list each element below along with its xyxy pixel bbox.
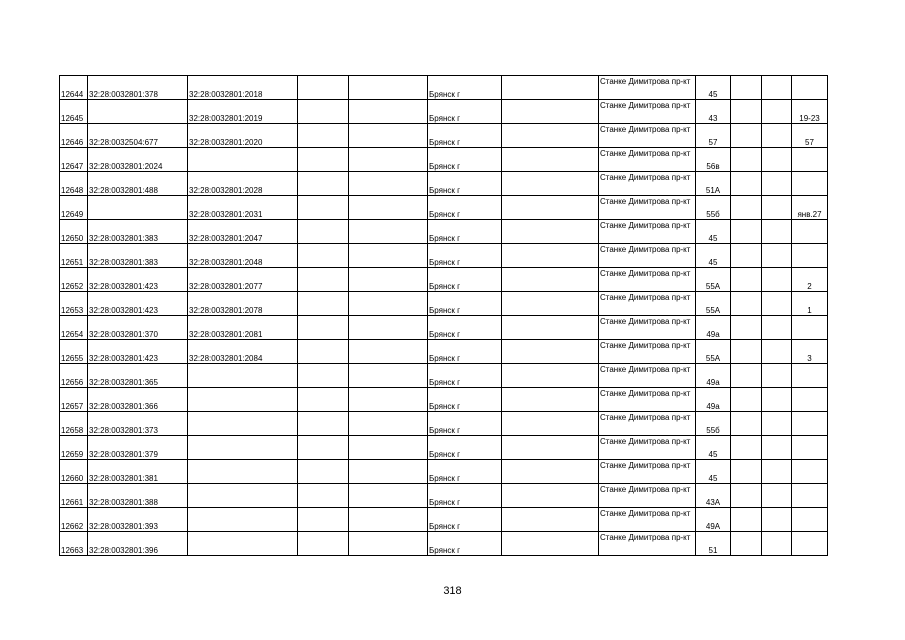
empty-cell (502, 412, 599, 436)
street-cell: Станке Димитрова пр-кт (599, 292, 696, 316)
empty-cell (731, 196, 762, 220)
cadastral-number-cell (88, 196, 188, 220)
empty-cell (502, 220, 599, 244)
cadastral-number-cell (88, 100, 188, 124)
cadastral-number-cell: 32:28:0032801:423 (88, 268, 188, 292)
empty-cell (731, 460, 762, 484)
row-number-cell: 12652 (60, 268, 88, 292)
empty-cell (502, 460, 599, 484)
empty-cell (298, 220, 349, 244)
street-cell: Станке Димитрова пр-кт (599, 508, 696, 532)
empty-cell (762, 124, 792, 148)
table-row (60, 148, 828, 172)
row-number-cell: 12661 (60, 484, 88, 508)
street-cell: Станке Димитрова пр-кт (599, 436, 696, 460)
object-cadastral-number-cell: 32:28:0032801:2020 (188, 124, 298, 148)
row-number-cell: 12651 (60, 244, 88, 268)
cadastral-number-cell: 32:28:0032801:366 (88, 388, 188, 412)
table-row (60, 340, 828, 364)
street-cell: Станке Димитрова пр-кт (599, 100, 696, 124)
registry-table (59, 75, 828, 556)
row-number-cell: 12663 (60, 532, 88, 556)
empty-cell (502, 196, 599, 220)
row-number-cell: 12649 (60, 196, 88, 220)
cadastral-number-cell: 32:28:0032801:388 (88, 484, 188, 508)
city-cell: Брянск г (428, 412, 502, 436)
apartment-cell: 19-23 (792, 100, 828, 124)
city-cell: Брянск г (428, 100, 502, 124)
apartment-cell: 57 (792, 124, 828, 148)
table-row (60, 412, 828, 436)
row-number-cell: 12660 (60, 460, 88, 484)
house-number-cell: 55б (696, 196, 731, 220)
city-cell: Брянск г (428, 244, 502, 268)
empty-cell (349, 532, 428, 556)
street-cell: Станке Димитрова пр-кт (599, 220, 696, 244)
empty-cell (731, 436, 762, 460)
object-cadastral-number-cell: 32:28:0032801:2078 (188, 292, 298, 316)
empty-cell (502, 484, 599, 508)
city-cell: Брянск г (428, 364, 502, 388)
empty-cell (298, 124, 349, 148)
empty-cell (349, 340, 428, 364)
empty-cell (502, 292, 599, 316)
cadastral-number-cell: 32:28:0032801:423 (88, 292, 188, 316)
street-cell: Станке Димитрова пр-кт (599, 364, 696, 388)
empty-cell (349, 508, 428, 532)
empty-cell (502, 76, 599, 100)
cadastral-number-cell: 32:28:0032801:393 (88, 508, 188, 532)
object-cadastral-number-cell: 32:28:0032801:2084 (188, 340, 298, 364)
empty-cell (731, 268, 762, 292)
street-cell: Станке Димитрова пр-кт (599, 196, 696, 220)
house-number-cell: 55А (696, 268, 731, 292)
apartment-cell (792, 220, 828, 244)
empty-cell (298, 412, 349, 436)
object-cadastral-number-cell (188, 484, 298, 508)
empty-cell (762, 412, 792, 436)
empty-cell (762, 316, 792, 340)
empty-cell (502, 268, 599, 292)
row-number-cell: 12657 (60, 388, 88, 412)
apartment-cell: 3 (792, 340, 828, 364)
table-row (60, 220, 828, 244)
empty-cell (298, 436, 349, 460)
city-cell: Брянск г (428, 316, 502, 340)
empty-cell (502, 100, 599, 124)
empty-cell (762, 196, 792, 220)
empty-cell (298, 148, 349, 172)
apartment-cell (792, 364, 828, 388)
house-number-cell: 55А (696, 292, 731, 316)
table-row (60, 484, 828, 508)
empty-cell (298, 268, 349, 292)
street-cell: Станке Димитрова пр-кт (599, 412, 696, 436)
object-cadastral-number-cell (188, 532, 298, 556)
house-number-cell: 45 (696, 460, 731, 484)
object-cadastral-number-cell (188, 388, 298, 412)
street-cell: Станке Димитрова пр-кт (599, 148, 696, 172)
cadastral-number-cell: 32:28:0032801:373 (88, 412, 188, 436)
city-cell: Брянск г (428, 220, 502, 244)
empty-cell (349, 100, 428, 124)
empty-cell (298, 76, 349, 100)
house-number-cell: 43А (696, 484, 731, 508)
house-number-cell: 45 (696, 76, 731, 100)
apartment-cell: 1 (792, 292, 828, 316)
apartment-cell (792, 484, 828, 508)
empty-cell (762, 484, 792, 508)
empty-cell (731, 76, 762, 100)
row-number-cell: 12655 (60, 340, 88, 364)
apartment-cell (792, 436, 828, 460)
apartment-cell (792, 244, 828, 268)
object-cadastral-number-cell (188, 148, 298, 172)
house-number-cell: 57 (696, 124, 731, 148)
city-cell: Брянск г (428, 148, 502, 172)
table-row (60, 100, 828, 124)
table-row (60, 292, 828, 316)
empty-cell (349, 172, 428, 196)
empty-cell (731, 172, 762, 196)
empty-cell (731, 124, 762, 148)
table-row (60, 364, 828, 388)
empty-cell (762, 220, 792, 244)
empty-cell (298, 100, 349, 124)
empty-cell (502, 364, 599, 388)
table-row (60, 436, 828, 460)
house-number-cell: 55А (696, 340, 731, 364)
city-cell: Брянск г (428, 268, 502, 292)
empty-cell (349, 460, 428, 484)
row-number-cell: 12662 (60, 508, 88, 532)
empty-cell (731, 316, 762, 340)
empty-cell (762, 364, 792, 388)
city-cell: Брянск г (428, 76, 502, 100)
table-row (60, 172, 828, 196)
house-number-cell: 56в (696, 148, 731, 172)
empty-cell (762, 172, 792, 196)
house-number-cell: 49а (696, 388, 731, 412)
row-number-cell: 12644 (60, 76, 88, 100)
row-number-cell: 12650 (60, 220, 88, 244)
object-cadastral-number-cell: 32:28:0032801:2031 (188, 196, 298, 220)
empty-cell (298, 172, 349, 196)
apartment-cell (792, 172, 828, 196)
empty-cell (762, 100, 792, 124)
object-cadastral-number-cell: 32:28:0032801:2048 (188, 244, 298, 268)
empty-cell (502, 388, 599, 412)
table-row (60, 508, 828, 532)
cadastral-number-cell: 32:28:0032801:378 (88, 76, 188, 100)
empty-cell (762, 388, 792, 412)
empty-cell (762, 508, 792, 532)
city-cell: Брянск г (428, 340, 502, 364)
empty-cell (731, 364, 762, 388)
empty-cell (502, 148, 599, 172)
table-row (60, 532, 828, 556)
empty-cell (731, 484, 762, 508)
house-number-cell: 45 (696, 436, 731, 460)
street-cell: Станке Димитрова пр-кт (599, 532, 696, 556)
street-cell: Станке Димитрова пр-кт (599, 340, 696, 364)
table-row (60, 196, 828, 220)
row-number-cell: 12653 (60, 292, 88, 316)
street-cell: Станке Димитрова пр-кт (599, 172, 696, 196)
empty-cell (762, 148, 792, 172)
row-number-cell: 12646 (60, 124, 88, 148)
empty-cell (731, 148, 762, 172)
empty-cell (349, 148, 428, 172)
cadastral-number-cell: 32:28:0032801:396 (88, 532, 188, 556)
empty-cell (298, 316, 349, 340)
street-cell: Станке Димитрова пр-кт (599, 316, 696, 340)
apartment-cell (792, 76, 828, 100)
object-cadastral-number-cell: 32:28:0032801:2077 (188, 268, 298, 292)
row-number-cell: 12658 (60, 412, 88, 436)
cadastral-number-cell: 32:28:0032504:677 (88, 124, 188, 148)
empty-cell (349, 436, 428, 460)
object-cadastral-number-cell: 32:28:0032801:2028 (188, 172, 298, 196)
row-number-cell: 12648 (60, 172, 88, 196)
city-cell: Брянск г (428, 172, 502, 196)
empty-cell (298, 388, 349, 412)
city-cell: Брянск г (428, 484, 502, 508)
empty-cell (349, 76, 428, 100)
table-row (60, 244, 828, 268)
row-number-cell: 12647 (60, 148, 88, 172)
apartment-cell (792, 412, 828, 436)
city-cell: Брянск г (428, 436, 502, 460)
empty-cell (349, 412, 428, 436)
empty-cell (731, 220, 762, 244)
cadastral-number-cell: 32:28:0032801:383 (88, 244, 188, 268)
street-cell: Станке Димитрова пр-кт (599, 460, 696, 484)
street-cell: Станке Димитрова пр-кт (599, 76, 696, 100)
object-cadastral-number-cell: 32:28:0032801:2081 (188, 316, 298, 340)
object-cadastral-number-cell: 32:28:0032801:2018 (188, 76, 298, 100)
apartment-cell (792, 508, 828, 532)
house-number-cell: 49а (696, 364, 731, 388)
empty-cell (349, 316, 428, 340)
object-cadastral-number-cell (188, 412, 298, 436)
table-row (60, 316, 828, 340)
empty-cell (298, 364, 349, 388)
street-cell: Станке Димитрова пр-кт (599, 388, 696, 412)
object-cadastral-number-cell (188, 508, 298, 532)
apartment-cell: янв.27 (792, 196, 828, 220)
empty-cell (731, 292, 762, 316)
cadastral-number-cell: 32:28:0032801:383 (88, 220, 188, 244)
table-row (60, 460, 828, 484)
cadastral-number-cell: 32:28:0032801:365 (88, 364, 188, 388)
empty-cell (731, 340, 762, 364)
empty-cell (762, 292, 792, 316)
empty-cell (502, 316, 599, 340)
cadastral-number-cell: 32:28:0032801:2024 (88, 148, 188, 172)
empty-cell (502, 124, 599, 148)
house-number-cell: 55б (696, 412, 731, 436)
empty-cell (298, 196, 349, 220)
house-number-cell: 45 (696, 244, 731, 268)
empty-cell (762, 460, 792, 484)
apartment-cell (792, 460, 828, 484)
city-cell: Брянск г (428, 532, 502, 556)
empty-cell (298, 340, 349, 364)
empty-cell (731, 244, 762, 268)
page-number: 318 (443, 585, 462, 597)
table-row (60, 388, 828, 412)
apartment-cell (792, 316, 828, 340)
object-cadastral-number-cell: 32:28:0032801:2047 (188, 220, 298, 244)
empty-cell (298, 292, 349, 316)
table-row (60, 76, 828, 100)
street-cell: Станке Димитрова пр-кт (599, 124, 696, 148)
house-number-cell: 49А (696, 508, 731, 532)
empty-cell (731, 508, 762, 532)
table-row (60, 124, 828, 148)
empty-cell (502, 436, 599, 460)
empty-cell (731, 100, 762, 124)
empty-cell (349, 244, 428, 268)
apartment-cell (792, 388, 828, 412)
table-row (60, 268, 828, 292)
empty-cell (502, 172, 599, 196)
city-cell: Брянск г (428, 388, 502, 412)
empty-cell (298, 460, 349, 484)
empty-cell (298, 484, 349, 508)
street-cell: Станке Димитрова пр-кт (599, 484, 696, 508)
empty-cell (762, 244, 792, 268)
house-number-cell: 43 (696, 100, 731, 124)
row-number-cell: 12656 (60, 364, 88, 388)
cadastral-number-cell: 32:28:0032801:423 (88, 340, 188, 364)
empty-cell (762, 436, 792, 460)
apartment-cell (792, 148, 828, 172)
house-number-cell: 51 (696, 532, 731, 556)
empty-cell (349, 292, 428, 316)
house-number-cell: 49а (696, 316, 731, 340)
house-number-cell: 51А (696, 172, 731, 196)
apartment-cell (792, 532, 828, 556)
empty-cell (349, 388, 428, 412)
empty-cell (349, 364, 428, 388)
city-cell: Брянск г (428, 196, 502, 220)
empty-cell (731, 532, 762, 556)
empty-cell (731, 412, 762, 436)
empty-cell (762, 76, 792, 100)
empty-cell (502, 244, 599, 268)
city-cell: Брянск г (428, 460, 502, 484)
object-cadastral-number-cell: 32:28:0032801:2019 (188, 100, 298, 124)
city-cell: Брянск г (428, 124, 502, 148)
empty-cell (731, 388, 762, 412)
row-number-cell: 12659 (60, 436, 88, 460)
empty-cell (298, 244, 349, 268)
empty-cell (502, 532, 599, 556)
city-cell: Брянск г (428, 292, 502, 316)
empty-cell (349, 484, 428, 508)
street-cell: Станке Димитрова пр-кт (599, 244, 696, 268)
cadastral-number-cell: 32:28:0032801:370 (88, 316, 188, 340)
object-cadastral-number-cell (188, 436, 298, 460)
cadastral-number-cell: 32:28:0032801:488 (88, 172, 188, 196)
empty-cell (762, 532, 792, 556)
apartment-cell: 2 (792, 268, 828, 292)
row-number-cell: 12645 (60, 100, 88, 124)
object-cadastral-number-cell (188, 460, 298, 484)
empty-cell (762, 268, 792, 292)
empty-cell (762, 340, 792, 364)
city-cell: Брянск г (428, 508, 502, 532)
empty-cell (349, 124, 428, 148)
empty-cell (298, 532, 349, 556)
object-cadastral-number-cell (188, 364, 298, 388)
house-number-cell: 45 (696, 220, 731, 244)
empty-cell (349, 196, 428, 220)
street-cell: Станке Димитрова пр-кт (599, 268, 696, 292)
empty-cell (502, 340, 599, 364)
cadastral-number-cell: 32:28:0032801:379 (88, 436, 188, 460)
empty-cell (349, 220, 428, 244)
empty-cell (298, 508, 349, 532)
row-number-cell: 12654 (60, 316, 88, 340)
cadastral-number-cell: 32:28:0032801:381 (88, 460, 188, 484)
empty-cell (502, 508, 599, 532)
empty-cell (349, 268, 428, 292)
